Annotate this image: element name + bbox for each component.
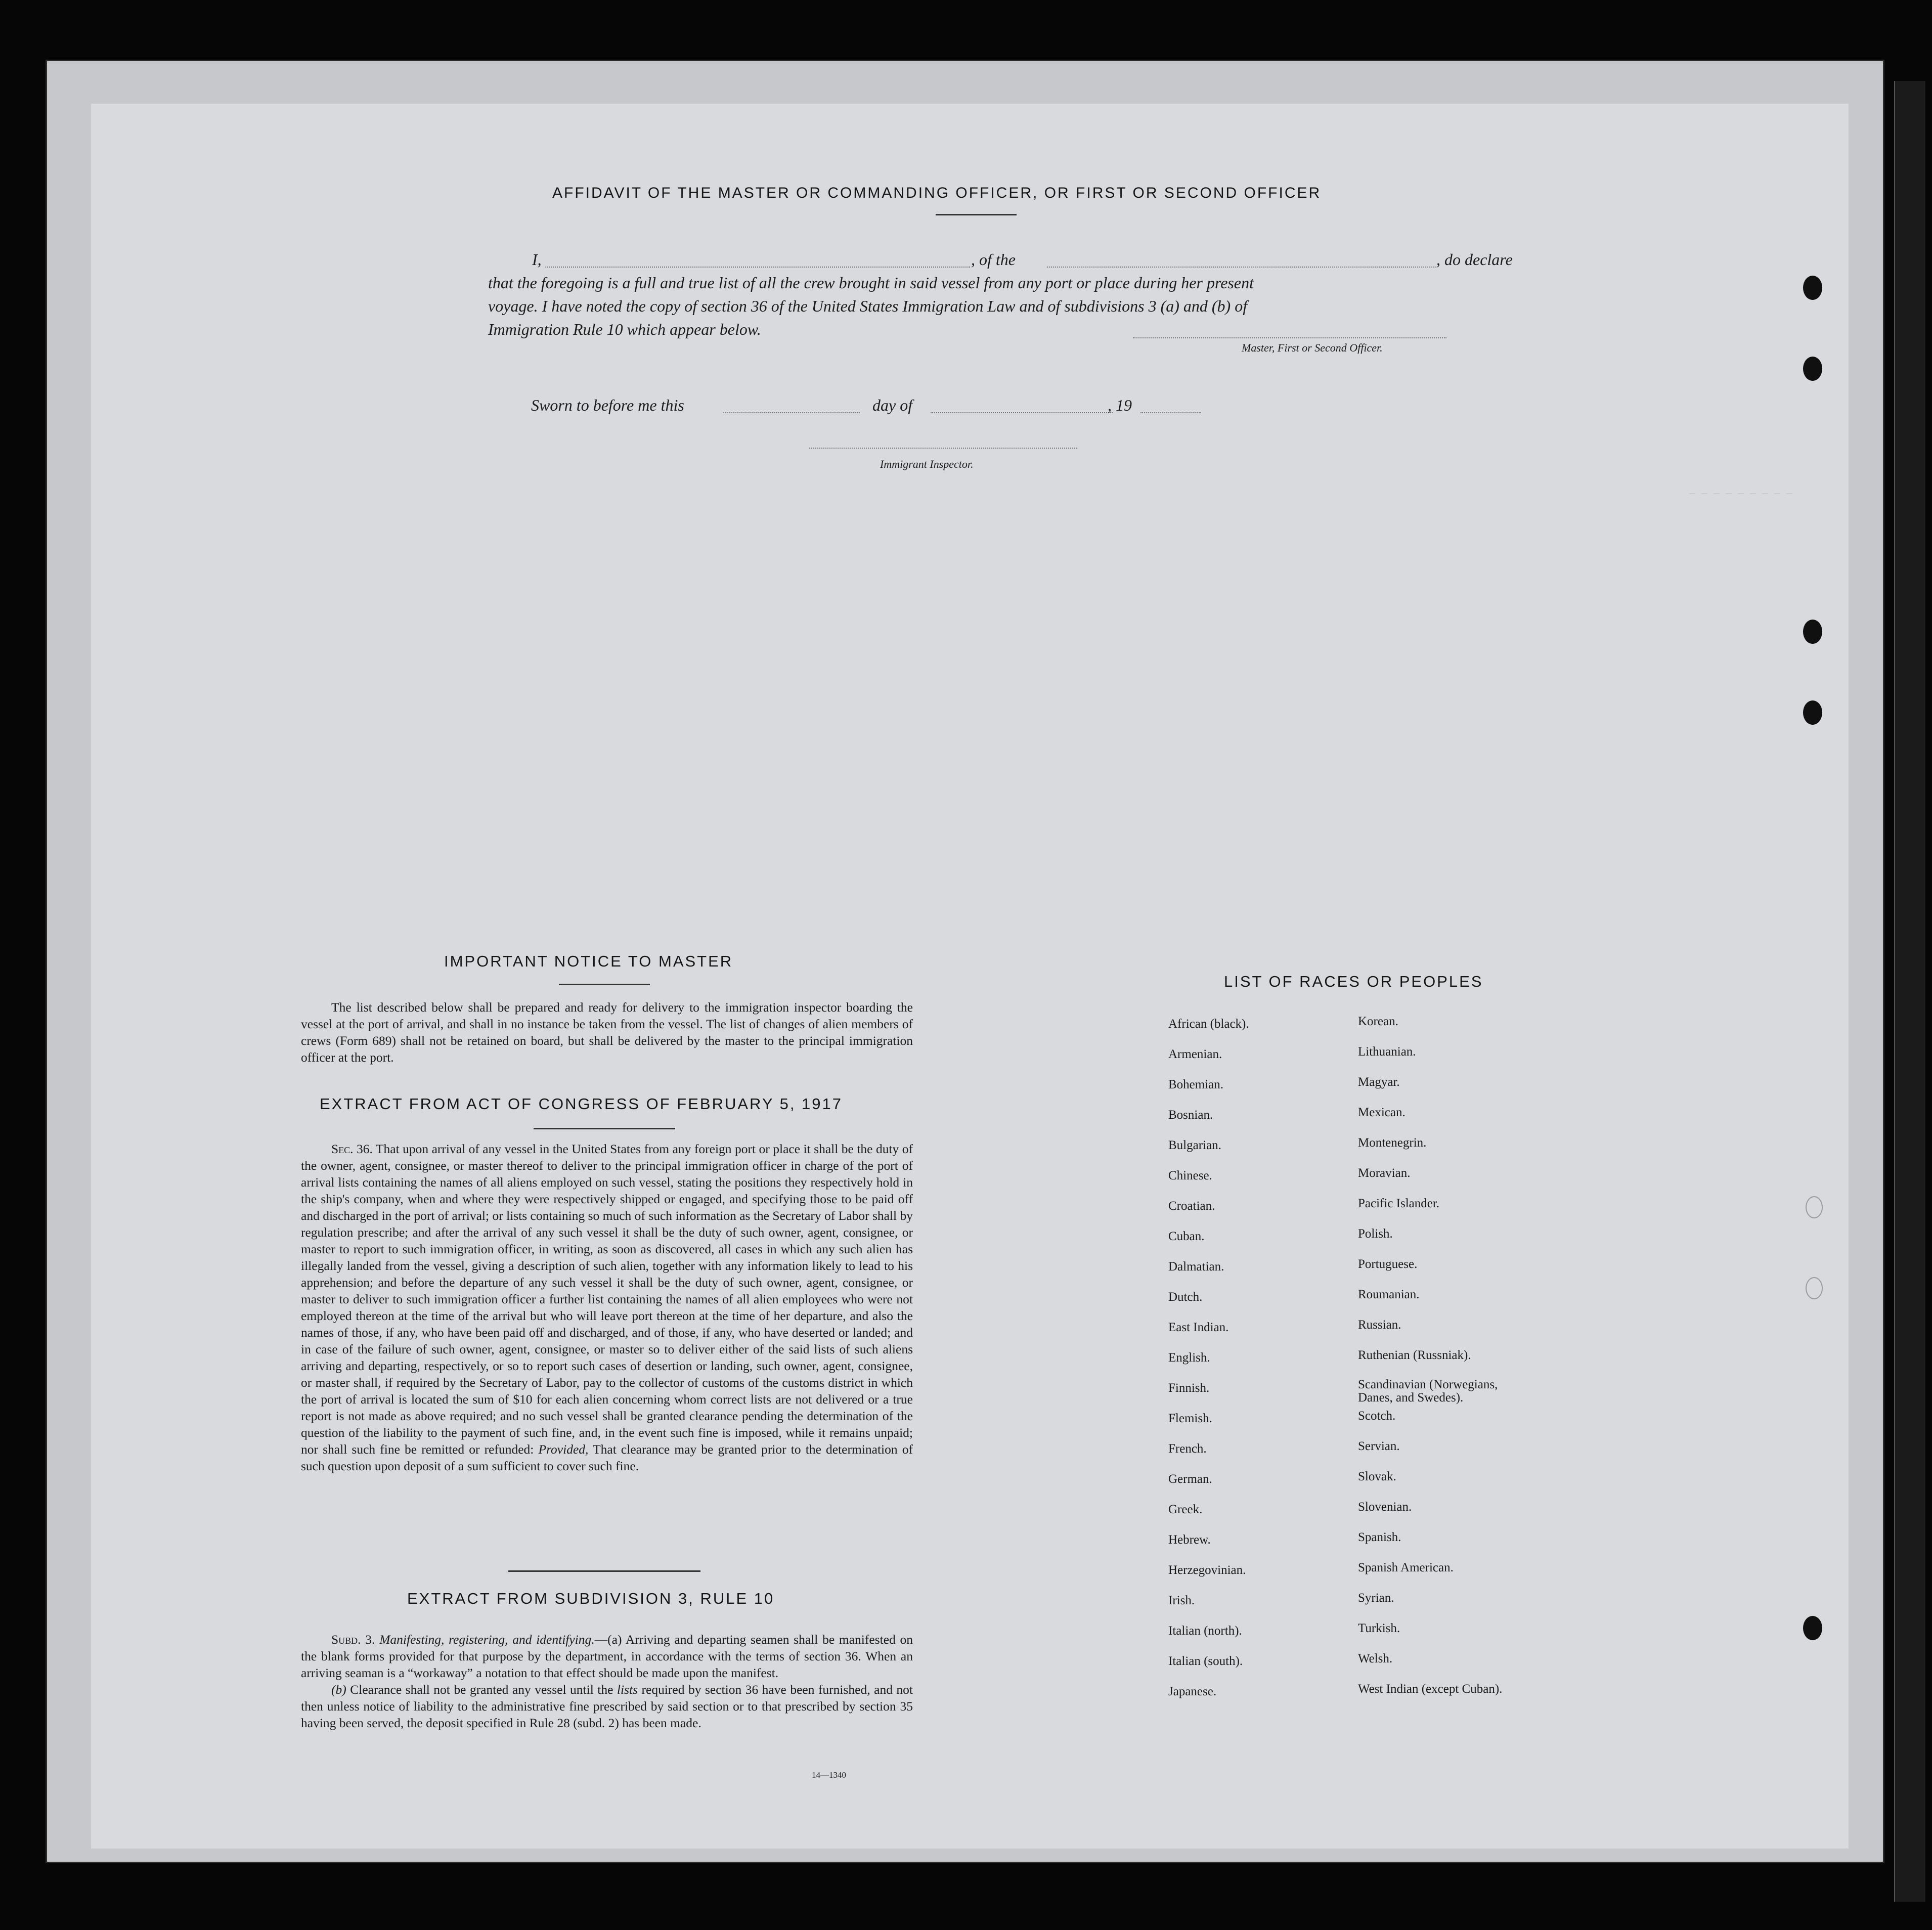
race-item: Pacific Islander.: [1358, 1197, 1440, 1210]
punch-hole: [1803, 700, 1822, 725]
punch-hole: [1806, 1196, 1823, 1218]
affidavit-i: I,: [532, 250, 542, 269]
race-item: Ruthenian (Russniak).: [1358, 1348, 1471, 1362]
punch-hole: [1803, 357, 1822, 381]
race-item: Slovenian.: [1358, 1500, 1412, 1514]
notice-text: The list described below shall be prepared and ready for delivery to the immigration inspector boarding the vessel at the port of arrival, and shall in no instance be taken from the vessel. The list of changes of alien members of crews (Form 689) shall not be retained on board, but shall be delivered by the master to the principal immigration officer at the port.: [301, 1000, 913, 1065]
race-item: English.: [1168, 1351, 1210, 1365]
inspector-blank: [809, 448, 1077, 449]
race-item: West Indian (except Cuban).: [1358, 1682, 1503, 1696]
race-item: Italian (north).: [1168, 1624, 1242, 1638]
year-text: , 19: [1108, 396, 1132, 414]
race-item: Scotch.: [1358, 1409, 1396, 1423]
race-item: Bohemian.: [1168, 1078, 1224, 1091]
sworn-text: Sworn to before me this: [531, 396, 684, 414]
race-item: Bosnian.: [1168, 1108, 1213, 1122]
race-item: Portuguese.: [1358, 1257, 1418, 1271]
adjacent-page-edge: [1894, 81, 1925, 1902]
race-item: Chinese.: [1168, 1169, 1212, 1182]
race-item: Scandinavian (Norwegians, Danes, and Swedes).: [1358, 1378, 1498, 1405]
bleed-through-text: — — — — — — — — —: [1689, 488, 1793, 500]
title-rule: [936, 214, 1017, 215]
affidavit-title: AFFIDAVIT OF THE MASTER OR COMMANDING OFFICER, OR FIRST OR SECOND OFFICER: [552, 185, 1322, 201]
races-column-1: [1168, 1017, 1249, 1715]
act-text: Sec. 36. That upon arrival of any vessel in the United States from any foreign port or place it shall be the duty of the owner, agent, consignee, or master thereof to deliver to the principal immigration officer in charge of the port of arrival lists containing the names of all aliens employed on such vessel, stating the positions they respectively hold in the ship's company, when and where they were respectively shipped or engaged, and specifying those to be paid off and discharged in the port of arrival; or lists containing so much of such information as the Secretary of Labor shall by regulation prescribe; and after the arrival of any such vessel it shall be the duty of such owner, agent, consignee, or master to report to such immigration officer, in writing, as soon as discovered, all cases in which any such alien has illegally landed from the vessel, giving a description of such alien, together with any information likely to lead to his apprehension; and before the departure of any such vessel it shall be the duty of such owner, agent, consignee, or master to deliver to such immigration officer a further list containing the names of all alien employees who were not employed thereon at the time of the arrival but who will leave port thereon at the time of her departure, and also the names of those, if any, who have been paid off and discharged, and of those, if any, who have deserted or landed; and in case of the failure of such owner, agent, consignee, or master so to deliver either of the said lists of such aliens arriving and departing, respectively, or so to report such cases of desertion or landing, such owner, agent, consignee, or master shall, if required by the Secretary of Labor, pay to the collector of customs of the customs district in which the port of arrival is located the sum of $10 for each alien concerning whom correct lists are not delivered or a true report is not made as above required; and no such vessel shall be granted clearance pending the determination of the question of the liability to the payment of such fine, and, in the event such fine is imposed, while it remains unpaid; nor shall such fine be remitted or refunded: Provided, That clearance may be granted prior to the determination of such question upon deposit of a sum sufficient to cover such fine.: [301, 1142, 913, 1473]
rule-title: EXTRACT FROM SUBDIVISION 3, RULE 10: [407, 1590, 775, 1607]
race-item: Polish.: [1358, 1227, 1393, 1241]
vessel-blank: [1047, 267, 1436, 268]
affidavit-declare: , do declare: [1436, 250, 1513, 269]
race-item: East Indian.: [1168, 1321, 1229, 1334]
race-item: Roumanian.: [1358, 1288, 1420, 1301]
manifest-back-page: [91, 104, 1849, 1849]
punch-hole: [1806, 1277, 1823, 1299]
race-item: Japanese.: [1168, 1685, 1217, 1698]
race-item: French.: [1168, 1442, 1207, 1456]
race-item: Lithuanian.: [1358, 1045, 1416, 1059]
race-item: Armenian.: [1168, 1047, 1222, 1061]
race-item: Dalmatian.: [1168, 1260, 1224, 1274]
race-item: Croatian.: [1168, 1199, 1215, 1213]
act-end-rule: [508, 1570, 700, 1572]
races-title: LIST OF RACES OR PEOPLES: [1224, 973, 1483, 990]
race-item: Turkish.: [1358, 1621, 1400, 1635]
race-item: African (black).: [1168, 1017, 1249, 1031]
day-blank: [723, 412, 860, 413]
race-item: Bulgarian.: [1168, 1138, 1221, 1152]
affidavit-line-3: voyage. I have noted the copy of section 36 of the United States Immigration Law and of subdivisions 3 (a) and (b) of: [488, 297, 1248, 315]
affidavit-line-2: that the foregoing is a full and true list of all the crew brought in said vessel from any port or place during her present: [488, 274, 1254, 292]
race-item: Herzegovinian.: [1168, 1563, 1246, 1577]
race-item: Korean.: [1358, 1015, 1398, 1028]
races-column-2: [1358, 1014, 1530, 1712]
name-blank: [545, 267, 970, 268]
race-item: Cuban.: [1168, 1230, 1205, 1243]
notice-title: IMPORTANT NOTICE TO MASTER: [444, 952, 733, 970]
affidavit-of-the: , of the: [971, 250, 1016, 269]
act-title: EXTRACT FROM ACT OF CONGRESS OF FEBRUARY 5, 1917: [320, 1095, 843, 1113]
race-item: Greek.: [1168, 1503, 1203, 1516]
race-item: Mexican.: [1358, 1106, 1406, 1119]
race-item: German.: [1168, 1472, 1212, 1486]
inspector-caption: Immigrant Inspector.: [880, 458, 974, 470]
race-item: Magyar.: [1358, 1075, 1400, 1089]
race-item: Flemish.: [1168, 1412, 1212, 1425]
race-item: Spanish American.: [1358, 1561, 1454, 1574]
signature-caption: Master, First or Second Officer.: [1242, 341, 1383, 354]
race-item: Russian.: [1358, 1318, 1401, 1332]
race-item: Hebrew.: [1168, 1533, 1211, 1547]
act-rule: [534, 1128, 675, 1129]
month-blank: [931, 412, 1113, 413]
race-item: Syrian.: [1358, 1591, 1394, 1605]
race-item: Welsh.: [1358, 1652, 1393, 1665]
race-item: Servian.: [1358, 1439, 1400, 1453]
punch-hole: [1803, 620, 1822, 644]
race-item: Slovak.: [1358, 1470, 1396, 1483]
race-item: Moravian.: [1358, 1166, 1411, 1180]
day-of-text: day of: [872, 396, 913, 414]
punch-hole: [1803, 276, 1822, 300]
race-item: Montenegrin.: [1358, 1136, 1427, 1150]
affidavit-line-4: Immigration Rule 10 which appear below.: [488, 320, 761, 338]
rule-text: Subd. 3. Manifesting, registering, and identifying.—(a) Arriving and departing seamen shall be manifested on the blank forms provided for that purpose by the department, in accordance with the terms of section 36. When an arriving seaman is a “workaway” a notation to that effect should be made upon the manifest. (b) Clearance shall not be granted any vessel until the lists required by section 36 have been furnished, and not then unless notice of liability to the administrative fine prescribed by said section or to that prescribed by section 35 having been served, the deposit specified in Rule 28 (subd. 2) has been made.: [301, 1632, 913, 1730]
signature-blank: [1133, 337, 1446, 338]
sec-label: Sec. 36.: [331, 1142, 373, 1156]
race-item: Spanish.: [1358, 1530, 1401, 1544]
punch-hole: [1803, 1616, 1822, 1640]
race-item: Finnish.: [1168, 1381, 1210, 1395]
form-number: 14—1340: [812, 1770, 846, 1780]
race-item: Irish.: [1168, 1594, 1195, 1607]
year-blank: [1140, 412, 1201, 413]
notice-rule: [559, 984, 650, 985]
race-item: Dutch.: [1168, 1290, 1203, 1304]
race-item: Italian (south).: [1168, 1654, 1243, 1668]
